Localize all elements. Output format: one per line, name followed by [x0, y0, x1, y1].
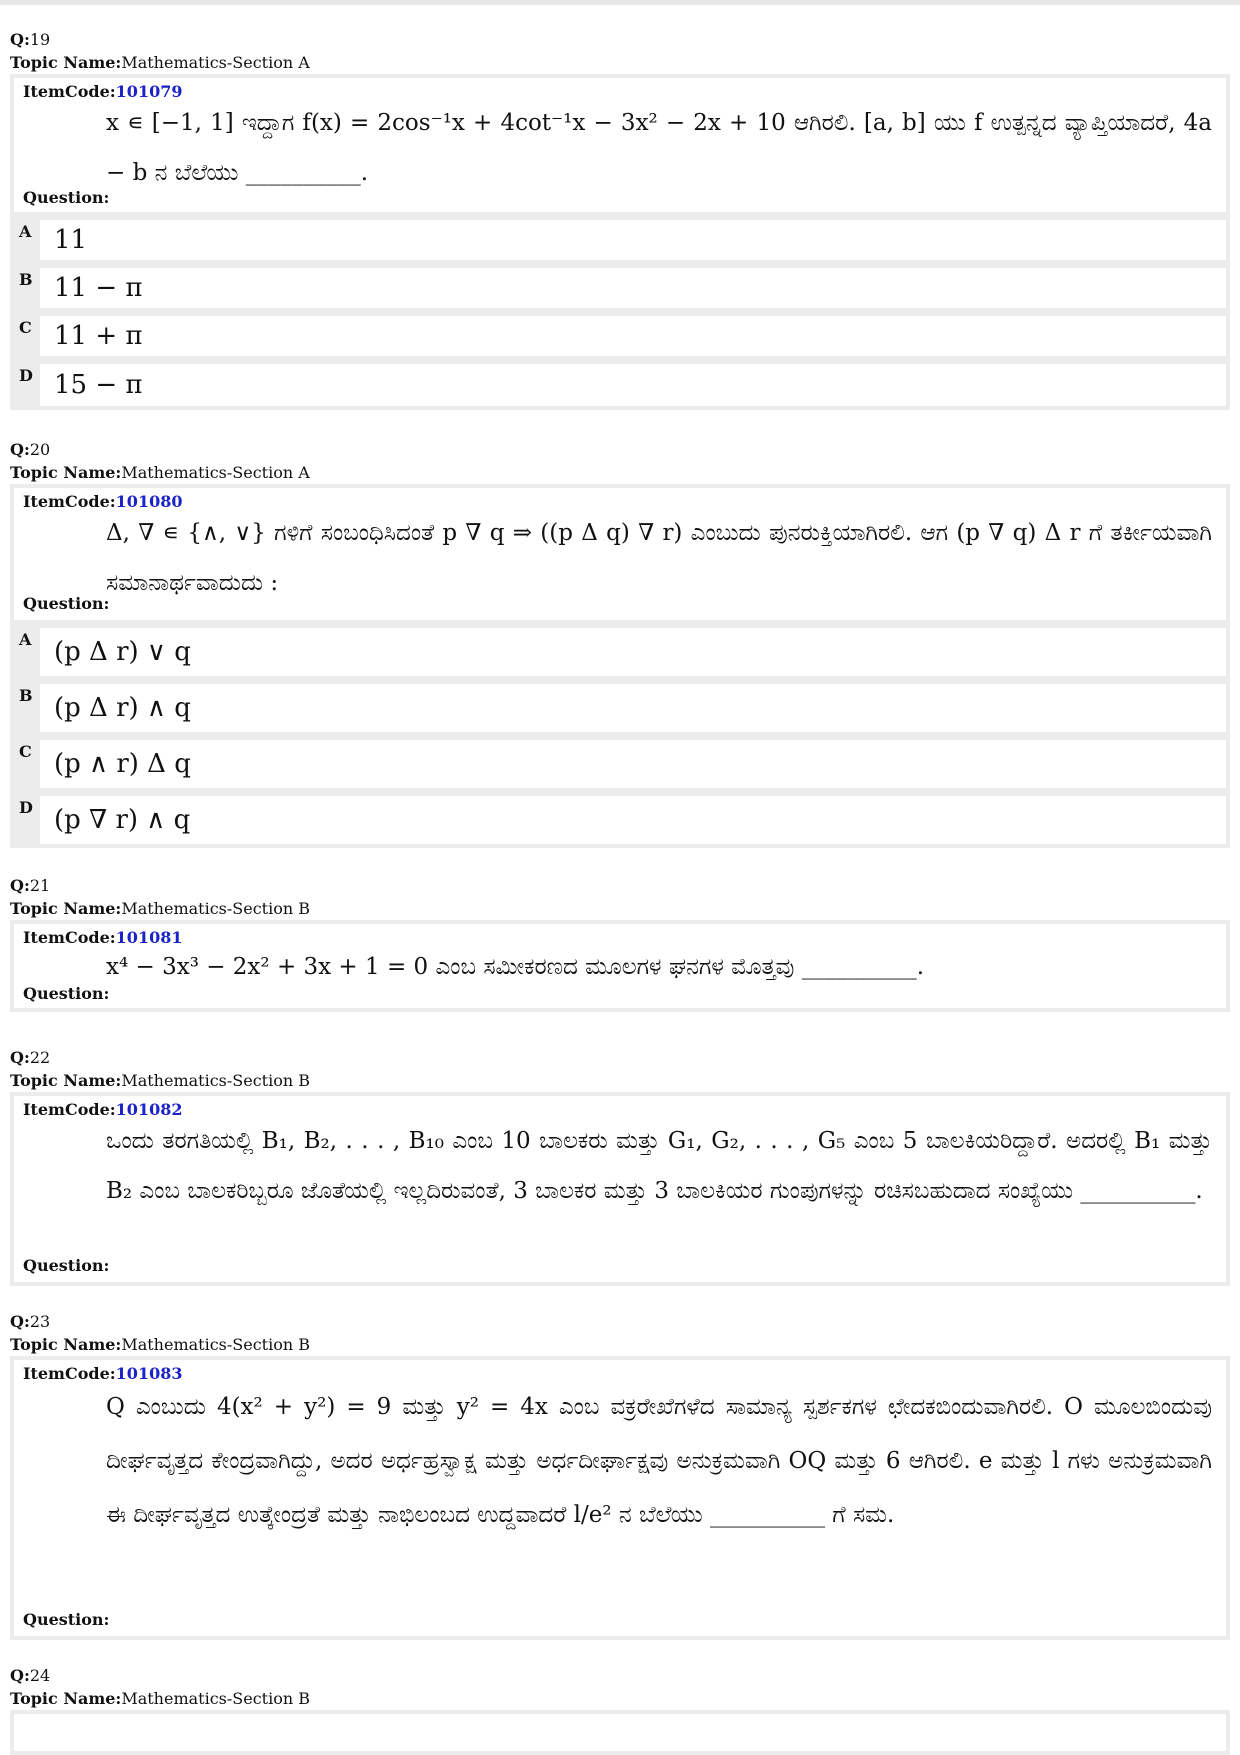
item-code: ItemCode:101079: [23, 82, 183, 101]
question-box-19: [10, 74, 1230, 216]
topic-name: Mathematics-Section A: [121, 463, 310, 482]
question-text: x⁴ − 3x³ − 2x² + 3x + 1 = 0 ಎಂಬ ಸಮೀಕರಣದ ಮೂಲಗಳ ಘನಗಳ ಮೊತ್ತವು __________.: [106, 954, 925, 980]
question-text: Q ಎಂಬುದು 4(x² + y²) = 9 ಮತ್ತು y² = 4x ಎಂಬ ವಕ್ರರೇಖೆಗಳೆದ ಸಾಮಾನ್ಯ ಸ್ಪರ್ಶಕಗಳ ಛೇದಕಬಿಂದುವಾಗಿರಲಿ. O ಮೂಲಬಿಂದುವು ದೀರ್ಘವೃತ್ತದ ಕೇಂದ್ರವಾಗಿದ್ದು, ಅದರ ಅರ್ಧಹ್ರಸ್ವಾಕ್ಷ ಮತ್ತು ಅರ್ಧದೀರ್ಘಾಕ್ಷವು ಅನುಕ್ರಮವಾಗಿ OQ ಮತ್ತು 6 ಆಗಿರಲಿ. e ಮತ್ತು l ಗಳು ಅನುಕ್ರಮವಾಗಿ ಈ ದೀರ್ಘವೃತ್ತದ ಉತ್ಕೇಂದ್ರತೆ ಮತ್ತು ನಾಭಿಲಂಬದ ಉದ್ದವಾದರೆ l/e² ನ ಬೆಲೆಯು __________ ಗೆ ಸಮ.: [106, 1394, 1212, 1528]
question-box-21: [10, 920, 1230, 1012]
option-letter: B: [19, 686, 33, 705]
question-number: 21: [29, 876, 51, 895]
option-letter: B: [19, 270, 33, 289]
item-code: ItemCode:101082: [23, 1100, 183, 1119]
option-text: 11 + π: [54, 321, 143, 351]
option-text: (p ∇ r) ∧ q: [54, 805, 191, 835]
option-b[interactable]: [10, 680, 1230, 736]
question-label: Question:: [23, 1610, 110, 1629]
topic-name: Mathematics-Section B: [121, 1335, 311, 1354]
question-number: 24: [29, 1666, 51, 1685]
option-d[interactable]: [10, 360, 1230, 410]
topic-name: Mathematics-Section B: [121, 899, 311, 918]
question-number: 20: [29, 440, 51, 459]
top-divider: [0, 0, 1240, 5]
question-text: Δ, ∇ ∊ {∧, ∨} ಗಳಿಗೆ ಸಂಬಂಧಿಸಿದಂತೆ p ∇ q ⇒ ((p Δ q) ∇ r) ಎಂಬುದು ಪುನರುಕ್ತಿಯಾಗಿರಲಿ. ಆಗ (p ∇ q) Δ r ಗೆ ತರ್ಕೀಯವಾಗಿ ಸಮಾನಾರ್ಥವಾದುದು :: [106, 520, 1212, 596]
option-c[interactable]: [10, 736, 1230, 792]
question-header-21: Q:21 Topic Name:Mathematics-Section B: [10, 876, 311, 918]
option-b[interactable]: [10, 264, 1230, 312]
question-number: 22: [29, 1048, 51, 1067]
question-box-23: [10, 1356, 1230, 1640]
option-letter: A: [19, 222, 32, 241]
question-label: Question:: [23, 984, 110, 1003]
question-header-22: Q:22 Topic Name:Mathematics-Section B: [10, 1048, 311, 1090]
topic-name: Mathematics-Section B: [121, 1071, 311, 1090]
topic-name: Mathematics-Section A: [121, 53, 310, 72]
item-code: ItemCode:101081: [23, 928, 183, 947]
item-code: ItemCode:101083: [23, 1364, 183, 1383]
option-a[interactable]: [10, 216, 1230, 264]
question-text: ಒಂದು ತರಗತಿಯಲ್ಲಿ B₁, B₂, . . . , B₁₀ ಎಂಬ 10 ಬಾಲಕರು ಮತ್ತು G₁, G₂, . . . , G₅ ಎಂಬ 5 ಬಾಲಕಿಯರಿದ್ದಾರೆ. ಅದರಲ್ಲಿ B₁ ಮತ್ತು B₂ ಎಂಬ ಬಾಲಕರಿಬ್ಬರೂ ಜೊತೆಯಲ್ಲಿ ಇಲ್ಲದಿರುವಂತೆ, 3 ಬಾಲಕರ ಮತ್ತು 3 ಬಾಲಕಿಯರ ಗುಂಪುಗಳನ್ನು ರಚಿಸಬಹುದಾದ ಸಂಖ್ಯೆಯು __________.: [106, 1128, 1212, 1204]
option-text: (p ∧ r) Δ q: [54, 749, 191, 779]
question-box-22: [10, 1092, 1230, 1286]
option-text: 15 − π: [54, 370, 143, 400]
option-letter: C: [19, 318, 32, 337]
option-text: (p Δ r) ∨ q: [54, 637, 191, 667]
question-number: 19: [29, 30, 51, 49]
question-header-20: Q:20 Topic Name:Mathematics-Section A: [10, 440, 310, 482]
option-letter: A: [19, 630, 32, 649]
option-a[interactable]: [10, 624, 1230, 680]
question-label: Question:: [23, 188, 110, 207]
option-letter: C: [19, 742, 32, 761]
question-number: 23: [29, 1312, 51, 1331]
topic-name: Mathematics-Section B: [121, 1689, 311, 1708]
option-text: 11: [54, 225, 88, 255]
option-letter: D: [19, 798, 33, 817]
option-c[interactable]: [10, 312, 1230, 360]
question-header-23: Q:23 Topic Name:Mathematics-Section B: [10, 1312, 311, 1354]
question-header-24: Q:24 Topic Name:Mathematics-Section B: [10, 1666, 311, 1708]
question-box-24: [10, 1710, 1230, 1755]
option-d[interactable]: [10, 792, 1230, 848]
question-text: x ∊ [−1, 1] ಇದ್ದಾಗ f(x) = 2cos⁻¹x + 4cot⁻¹x − 3x² − 2x + 10 ಆಗಿರಲಿ. [a, b] ಯು f ಉತ್ಪನ್ನದ ವ್ಯಾಪ್ತಿಯಾದರೆ, 4a − b ನ ಬೆಲೆಯು __________.: [106, 110, 1212, 186]
option-letter: D: [19, 366, 33, 385]
option-text: (p Δ r) ∧ q: [54, 693, 191, 723]
question-header-19: Q:19 Topic Name:Mathematics-Section A: [10, 30, 310, 72]
question-label: Question:: [23, 594, 110, 613]
question-box-20: [10, 484, 1230, 624]
option-text: 11 − π: [54, 273, 143, 303]
item-code: ItemCode:101080: [23, 492, 183, 511]
question-label: Question:: [23, 1256, 110, 1275]
